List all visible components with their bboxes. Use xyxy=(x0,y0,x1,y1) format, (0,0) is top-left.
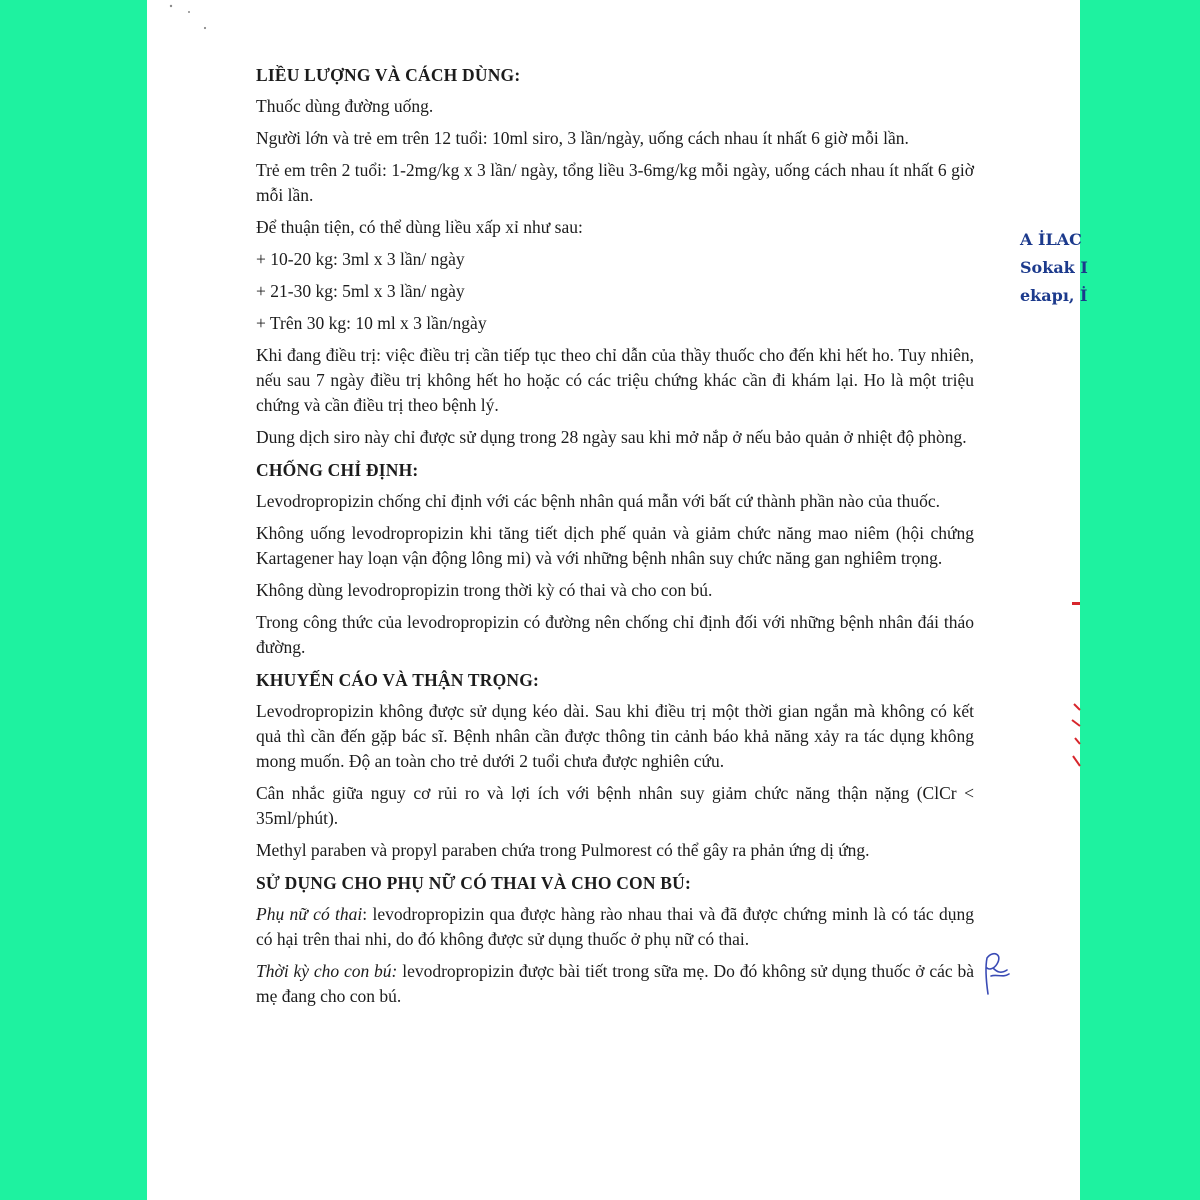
pregnancy-text: : levodropropizin qua được hàng rào nhau thai và đã được chứng minh là có tác dụng có hại trên thai nhi, do đó không được sử dụng thuốc ở phụ nữ có thai. xyxy=(256,904,974,949)
lactation-label: Thời kỳ cho con bú: xyxy=(256,961,398,981)
dosage-during-treatment: Khi đang điều trị: việc điều trị cần tiếp tục theo chỉ dẫn của thầy thuốc cho đến khi hết ho. Tuy nhiên, nếu sau 7 ngày điều trị không hết ho hoặc có các triệu chứng khác cần đi khám lại. Ho là một triệu chứng và cần điều trị theo bệnh lý. xyxy=(256,345,974,415)
dosage-children: Trẻ em trên 2 tuổi: 1-2mg/kg x 3 lần/ ngày, tổng liều 3-6mg/kg mỗi ngày, uống cách nhau ít nhất 6 giờ mỗi lần. xyxy=(256,160,974,205)
handwritten-signature-mark xyxy=(977,948,1011,998)
stamp-line-3: ekapı, İ xyxy=(1020,286,1088,305)
heading-contraindications: CHỐNG CHỈ ĐỊNH: xyxy=(256,460,419,480)
stamp-line-2: Sokak I xyxy=(1020,258,1088,277)
heading-dosage: LIỀU LƯỢNG VÀ CÁCH DÙNG: xyxy=(256,65,521,85)
contra-diabetes: Trong công thức của levodropropizin có đường nên chống chỉ định đối với những bệnh nhân đái tháo đường. xyxy=(256,612,974,657)
contra-pregnancy: Không dùng levodropropizin trong thời kỳ có thai và cho con bú. xyxy=(256,580,713,600)
heading-warnings: KHUYẾN CÁO VÀ THẬN TRỌNG: xyxy=(256,670,540,690)
company-stamp xyxy=(1018,226,1088,310)
dosage-range-3: + Trên 30 kg: 10 ml x 3 lần/ngày xyxy=(256,313,487,333)
document-body xyxy=(256,62,974,1016)
dosage-storage: Dung dịch siro này chỉ được sử dụng trong 28 ngày sau khi mở nắp ở nếu bảo quản ở nhiệt độ phòng. xyxy=(256,427,967,447)
dosage-range-1: + 10-20 kg: 3ml x 3 lần/ ngày xyxy=(256,249,465,269)
dosage-range-2: + 21-30 kg: 5ml x 3 lần/ ngày xyxy=(256,281,465,301)
red-stamp-fragment-bottom xyxy=(1068,700,1080,770)
contra-hypersensitivity: Levodropropizin chống chỉ định với các bệnh nhân quá mẫn với bất cứ thành phần nào của thuốc. xyxy=(256,491,941,511)
dosage-adults: Người lớn và trẻ em trên 12 tuổi: 10ml siro, 3 lần/ngày, uống cách nhau ít nhất 6 giờ mỗi lần. xyxy=(256,128,909,148)
pregnancy-paragraph xyxy=(256,902,974,952)
warnings-paraben: Methyl paraben và propyl paraben chứa trong Pulmorest có thể gây ra phản ứng dị ứng. xyxy=(256,840,870,860)
warnings-duration: Levodropropizin không được sử dụng kéo dài. Sau khi điều trị một thời gian ngắn mà không có kết quả thì cần đến gặp bác sĩ. Bệnh nhân cần được thông tin cảnh báo khả năng xảy ra tác dụng không mong muốn. Độ an toàn cho trẻ dưới 2 tuổi chưa được nghiên cứu. xyxy=(256,701,974,771)
document-page xyxy=(147,0,1088,1200)
red-stamp-fragment-top xyxy=(1068,600,1080,608)
scan-specks xyxy=(167,0,227,40)
stamp-line-1: A İLAC xyxy=(1020,230,1082,249)
dosage-approx-intro: Để thuận tiện, có thể dùng liều xấp xỉ như sau: xyxy=(256,217,583,237)
contra-bronchial: Không uống levodropropizin khi tăng tiết dịch phế quản và giảm chức năng mao niêm (hội chứng Kartagener hay loạn vận động lông mi) và với những bệnh nhân suy chức năng gan nghiêm trọng. xyxy=(256,523,974,568)
pregnancy-label: Phụ nữ có thai xyxy=(256,904,363,924)
dosage-route: Thuốc dùng đường uống. xyxy=(256,96,434,116)
heading-pregnancy: SỬ DỤNG CHO PHỤ NỮ CÓ THAI VÀ CHO CON BÚ: xyxy=(256,873,692,893)
warnings-renal: Cân nhắc giữa nguy cơ rủi ro và lợi ích với bệnh nhân suy giảm chức năng thận nặng (ClCr < 35ml/phút). xyxy=(256,783,974,828)
lactation-text: levodropropizin được bài tiết trong sữa mẹ. Do đó không sử dụng thuốc ở các bà mẹ đang cho con bú. xyxy=(256,961,974,1006)
lactation-paragraph xyxy=(256,959,974,1009)
